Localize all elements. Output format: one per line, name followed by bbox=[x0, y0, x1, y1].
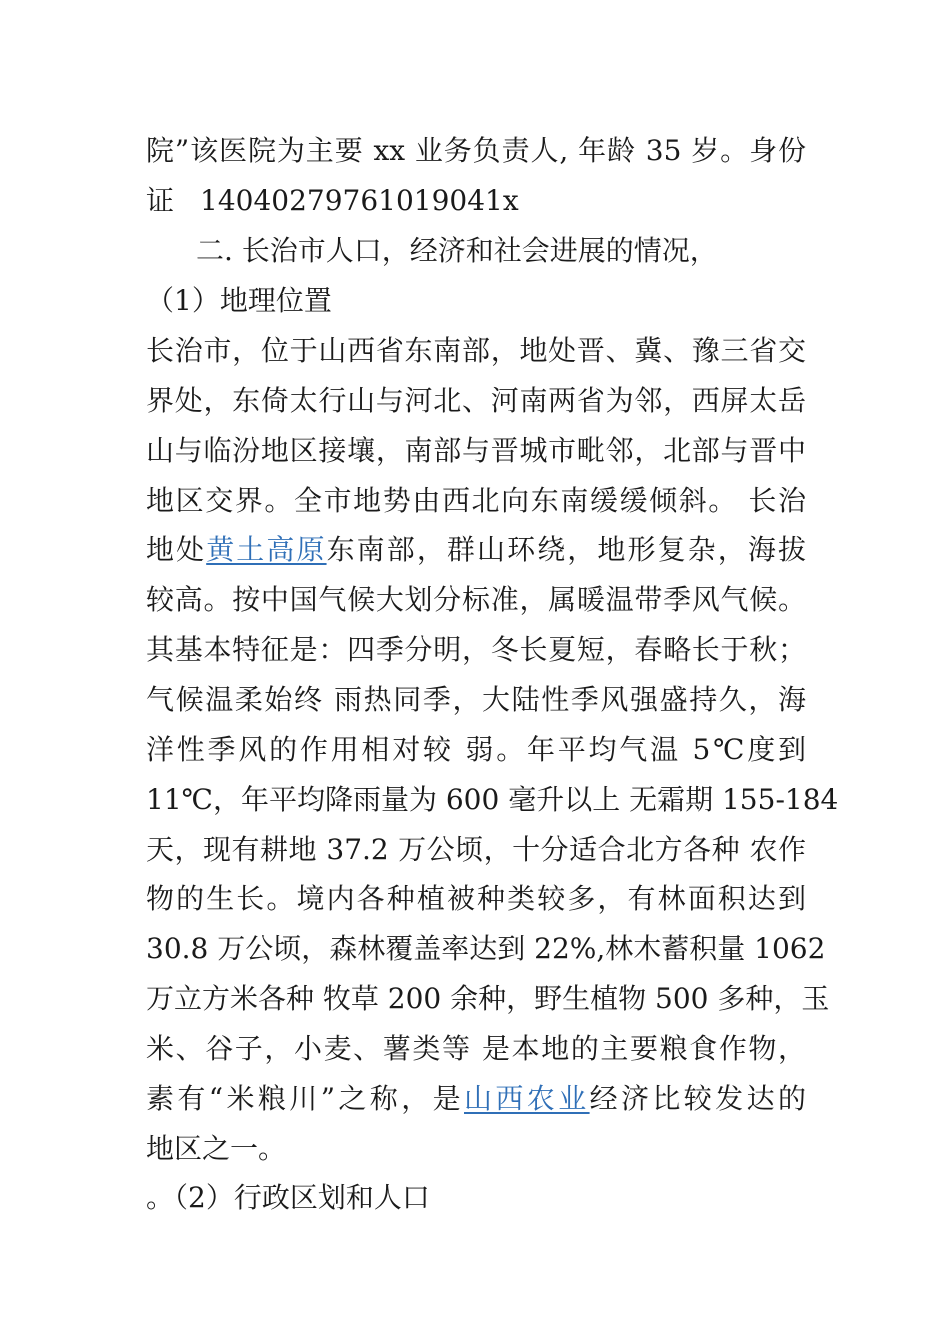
text-segment: 东南部，群山环绕，地形复杂，海拔 bbox=[326, 533, 806, 566]
text-line-1: 院”该医院为主要 xx 业务负责人, 年龄 35 岁。身份 bbox=[146, 134, 806, 167]
text-line-20 bbox=[146, 1079, 806, 1119]
text-line-7: 山与临汾地区接壤，南部与晋城市毗邻，北部与晋中 bbox=[146, 434, 806, 467]
text-line-14: 11℃，年平均降雨量为 600 毫升以上 无霜期 155-184 bbox=[146, 783, 839, 816]
section-heading-2: 二. 长治市人口，经济和社会进展的情况， bbox=[196, 234, 718, 267]
text-line-6: 界处，东倚太行山与河北、河南两省为邻，西屏太岳 bbox=[146, 384, 806, 417]
text-line-8: 地区交界。全市地势由西北向东南缓缓倾斜。 长治 bbox=[146, 484, 806, 517]
id-number: 14040279761019041x bbox=[200, 184, 519, 217]
link-loess-plateau[interactable]: 黄土高原 bbox=[206, 533, 327, 566]
text-line-9 bbox=[146, 530, 806, 570]
text-line-2 bbox=[146, 181, 519, 221]
text-line-17: 30.8 万公顷，森林覆盖率达到 22%,林木蓄积量 1062 bbox=[146, 932, 826, 965]
subsection-heading-admin: 。（2）行政区划和人口 bbox=[146, 1181, 430, 1214]
text-segment: 素有“米粮川”之称，是 bbox=[146, 1082, 464, 1115]
text-line-11: 其基本特征是：四季分明，冬长夏短，春略长于秋； bbox=[146, 633, 806, 666]
text-line-5: 长治市，位于山西省东南部，地处晋、冀、豫三省交 bbox=[146, 334, 806, 367]
id-label: 证 bbox=[146, 184, 175, 217]
link-shanxi-agriculture[interactable]: 山西农业 bbox=[464, 1082, 590, 1115]
subsection-heading-geography: （1）地理位置 bbox=[146, 284, 332, 317]
text-line-21: 地区之一。 bbox=[146, 1132, 287, 1165]
text-line-19: 米、谷子，小麦、薯类等 是本地的主要粮食作物， bbox=[146, 1032, 806, 1065]
text-line-10: 较高。按中国气候大划分标准，属暖温带季风气候。 bbox=[146, 583, 806, 616]
text-line-16: 物的生长。境内各种植被种类较多，有林面积达到 bbox=[146, 882, 806, 915]
text-segment: 经济比较发达的 bbox=[589, 1082, 806, 1115]
text-line-13: 洋性季风的作用相对较 弱。年平均气温 5℃度到 bbox=[146, 733, 806, 766]
text-line-12: 气候温柔始终 雨热同季，大陆性季风强盛持久，海 bbox=[146, 683, 806, 716]
text-line-15: 天，现有耕地 37.2 万公顷，十分适合北方各种 农作 bbox=[146, 833, 806, 866]
text-segment: 地处 bbox=[146, 533, 207, 566]
text-line-18: 万立方米各种 牧草 200 余种，野生植物 500 多种，玉 bbox=[146, 982, 830, 1015]
